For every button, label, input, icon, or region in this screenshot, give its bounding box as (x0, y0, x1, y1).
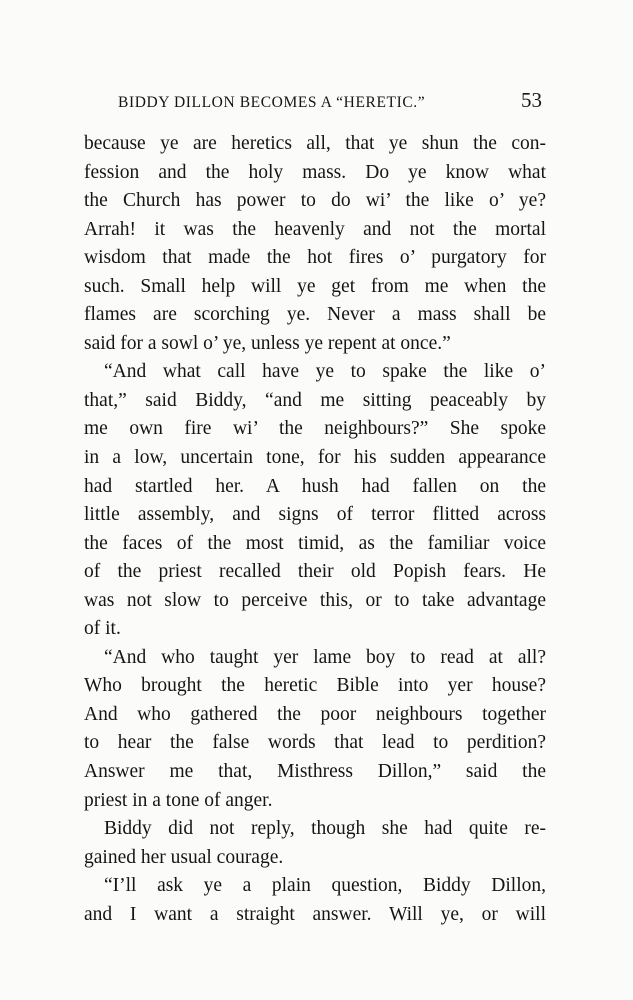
text-line: Arrah! it was the heavenly and not the mortal (84, 218, 546, 240)
text-line: to hear the false words that lead to perdition? (84, 732, 546, 754)
text-line: me own fire wi’ the neighbours?” She spoke (84, 418, 546, 440)
text-line: was not slow to perceive this, or to take advantage (84, 589, 546, 611)
text-line: Who brought the heretic Bible into yer house? (84, 675, 546, 697)
text-line: the faces of the most timid, as the familiar voice (84, 532, 546, 554)
text-line: And who gathered the poor neighbours together (84, 703, 546, 725)
text-line: “And who taught yer lame boy to read at all? (104, 646, 546, 668)
text-line: had startled her. A hush had fallen on the (84, 475, 546, 497)
text-line: gained her usual courage. (84, 846, 284, 868)
text-line: fession and the holy mass. Do ye know what (84, 161, 546, 183)
text-line: flames are scorching ye. Never a mass shall be (84, 304, 546, 326)
running-head: BIDDY DILLON BECOMES A “HERETIC.” (118, 94, 426, 111)
text-line: priest in a tone of anger. (84, 789, 273, 811)
text-line: “I’ll ask ye a plain question, Biddy Dillon, (104, 875, 546, 897)
text-line: “And what call have ye to spake the like o’ (104, 361, 546, 383)
body-text (84, 130, 546, 929)
text-line: such. Small help will ye get from me when the (84, 275, 546, 297)
text-line: the Church has power to do wi’ the like o’ ye? (84, 190, 546, 212)
text-line: Answer me that, Misthress Dillon,” said the (84, 761, 546, 783)
text-line: of it. (84, 618, 121, 640)
text-line: said for a sowl o’ ye, unless ye repent at once.” (84, 332, 451, 354)
text-line: wisdom that made the hot fires o’ purgatory for (84, 247, 546, 269)
text-line: little assembly, and signs of terror flitted across (84, 504, 546, 526)
text-line: in a low, uncertain tone, for his sudden appearance (84, 447, 546, 469)
text-line: because ye are heretics all, that ye shun the con- (84, 133, 546, 154)
text-line: and I want a straight answer. Will ye, or will (84, 903, 546, 925)
page-number: 53 (521, 88, 542, 112)
text-line: of the priest recalled their old Popish fears. He (84, 561, 546, 583)
text-line: Biddy did not reply, though she had quite re- (104, 818, 546, 840)
page-header (118, 88, 544, 118)
text-line: that,” said Biddy, “and me sitting peaceably by (84, 389, 546, 411)
